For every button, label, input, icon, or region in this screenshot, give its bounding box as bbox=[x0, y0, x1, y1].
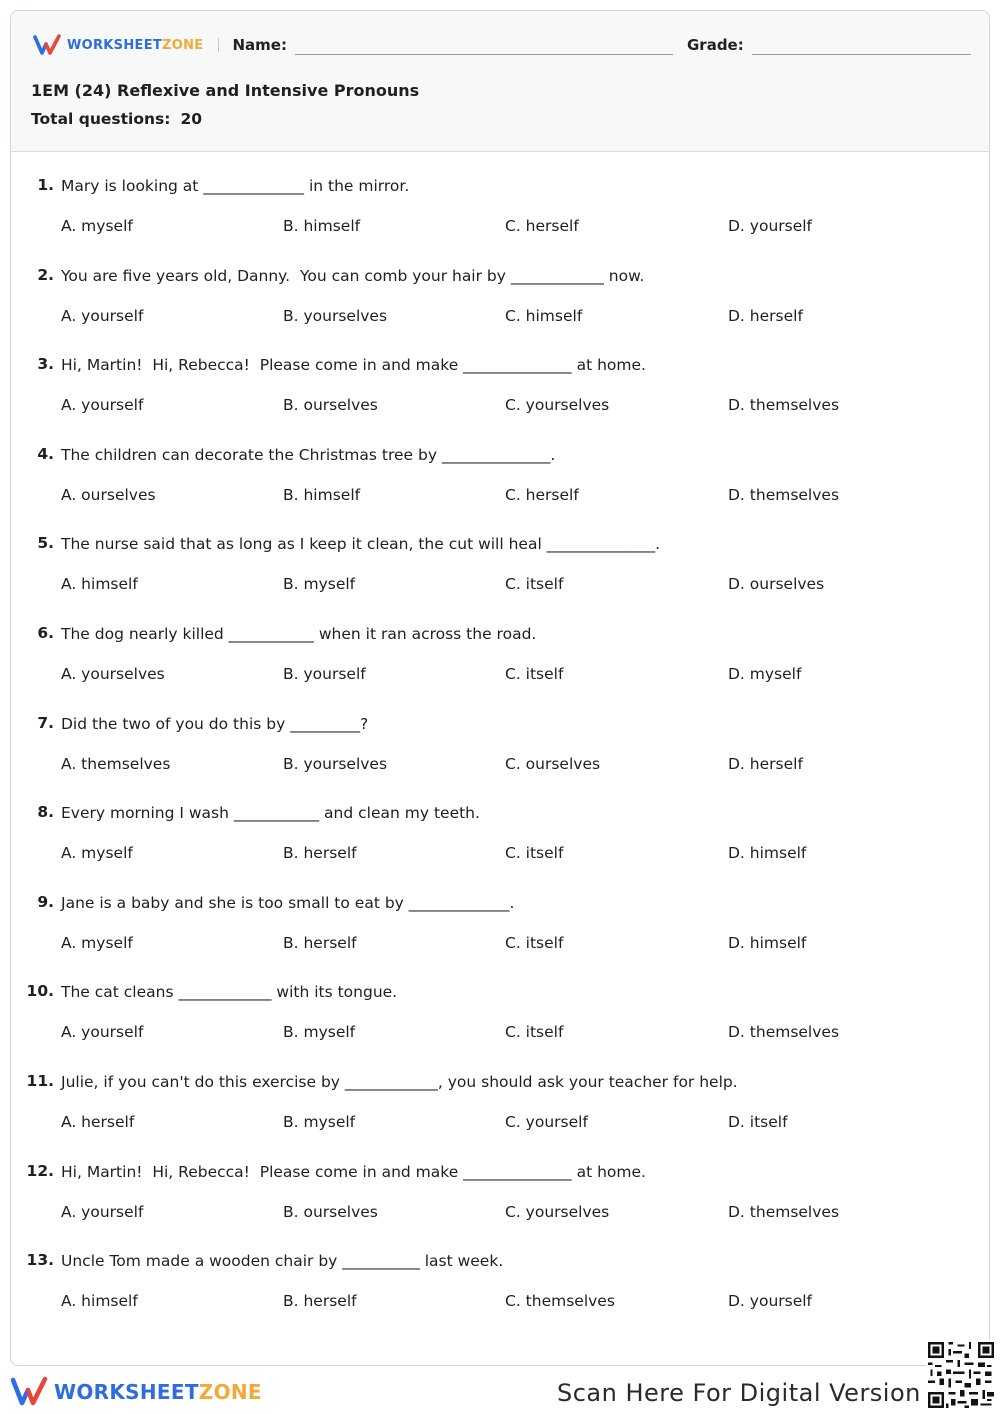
option-a[interactable]: A. yourself bbox=[61, 1202, 144, 1221]
question-number: 4. bbox=[37, 444, 54, 463]
name-field[interactable] bbox=[295, 41, 673, 55]
option-c[interactable]: C. itself bbox=[505, 575, 564, 594]
footer-logo bbox=[10, 1376, 262, 1408]
question-number: 9. bbox=[37, 892, 54, 911]
question-item bbox=[11, 980, 990, 1070]
question-number: 1. bbox=[37, 176, 54, 194]
header-divider bbox=[218, 38, 219, 52]
question-text: Mary is looking at _____________ in the mirror. bbox=[61, 177, 410, 195]
question-number: 12. bbox=[26, 1161, 54, 1180]
option-c[interactable]: C. yourselves bbox=[505, 1202, 610, 1221]
question-number: 3. bbox=[37, 355, 54, 374]
option-c[interactable]: C. yourselves bbox=[505, 396, 610, 415]
question-item bbox=[11, 801, 990, 891]
question-number: 7. bbox=[37, 713, 54, 732]
option-c[interactable]: C. herself bbox=[505, 485, 579, 504]
question-item bbox=[11, 1160, 990, 1250]
question-text: Every morning I wash ___________ and clean my teeth. bbox=[61, 804, 480, 823]
option-b[interactable]: B. yourself bbox=[283, 664, 366, 683]
footer-logo-text bbox=[54, 1380, 262, 1404]
option-a[interactable]: A. himself bbox=[61, 575, 138, 594]
question-item bbox=[11, 264, 990, 354]
option-d[interactable]: D. itself bbox=[728, 1112, 788, 1131]
logo-text bbox=[67, 38, 204, 53]
option-c[interactable]: C. himself bbox=[505, 306, 583, 325]
question-text: Uncle Tom made a wooden chair by __________ last week. bbox=[61, 1252, 504, 1271]
option-d[interactable]: D. yourself bbox=[728, 217, 813, 235]
logo-text-worksheet: WORKSHEET bbox=[67, 37, 163, 53]
option-c[interactable]: C. itself bbox=[505, 1023, 564, 1042]
option-b[interactable]: B. himself bbox=[283, 485, 361, 504]
question-text: Hi, Martin! Hi, Rebecca! Please come in and make ______________ at home. bbox=[61, 1162, 646, 1181]
option-d[interactable]: D. yourself bbox=[728, 1292, 813, 1311]
question-item bbox=[11, 712, 990, 802]
option-c[interactable]: C. itself bbox=[505, 844, 564, 863]
option-a[interactable]: A. themselves bbox=[61, 754, 171, 773]
grade-label: Grade: bbox=[686, 36, 744, 54]
question-number: 5. bbox=[37, 534, 54, 553]
worksheet-title: 1EM (24) Reflexive and Intensive Pronouns bbox=[31, 81, 420, 100]
question-number: 13. bbox=[26, 1251, 54, 1270]
grade-field[interactable] bbox=[752, 41, 971, 55]
option-a[interactable]: A. myself bbox=[61, 933, 133, 952]
option-a[interactable]: A. herself bbox=[61, 1112, 135, 1131]
question-number: 8. bbox=[37, 803, 54, 822]
option-a[interactable]: A. himself bbox=[61, 1292, 138, 1311]
question-number: 10. bbox=[26, 982, 54, 1001]
qr-code-icon[interactable] bbox=[926, 1340, 996, 1410]
option-d[interactable]: D. themselves bbox=[728, 485, 840, 504]
option-b[interactable]: B. ourselves bbox=[283, 1202, 378, 1221]
question-text: The cat cleans ____________ with its tongue. bbox=[61, 983, 398, 1002]
question-item bbox=[11, 891, 990, 981]
logo-mark-icon bbox=[33, 34, 63, 56]
question-item bbox=[11, 1249, 990, 1339]
option-c[interactable]: C. ourselves bbox=[505, 754, 601, 773]
total-questions bbox=[31, 110, 202, 128]
question-list bbox=[11, 174, 990, 1339]
logo-text-zone: ZONE bbox=[162, 37, 204, 53]
question-text: The children can decorate the Christmas tree by ______________. bbox=[61, 445, 556, 464]
option-b[interactable]: B. yourselves bbox=[283, 306, 388, 325]
option-d[interactable]: D. herself bbox=[728, 754, 803, 773]
option-d[interactable]: D. themselves bbox=[728, 1202, 840, 1221]
option-b[interactable]: B. herself bbox=[283, 933, 357, 952]
footer-logo-text-zone: ZONE bbox=[198, 1380, 262, 1404]
option-d[interactable]: D. myself bbox=[728, 664, 802, 683]
option-c[interactable]: C. herself bbox=[505, 217, 579, 235]
option-d[interactable]: D. herself bbox=[728, 306, 803, 325]
question-text: The dog nearly killed ___________ when it ran across the road. bbox=[61, 624, 537, 643]
question-text: Did the two of you do this by _________? bbox=[61, 714, 369, 733]
option-d[interactable]: D. himself bbox=[728, 933, 807, 952]
question-item bbox=[11, 174, 990, 264]
option-c[interactable]: C. themselves bbox=[505, 1292, 615, 1311]
option-d[interactable]: D. ourselves bbox=[728, 575, 825, 594]
question-item bbox=[11, 622, 990, 712]
option-a[interactable]: A. yourself bbox=[61, 396, 144, 415]
option-a[interactable]: A. yourself bbox=[61, 1023, 144, 1042]
question-number: 11. bbox=[26, 1071, 54, 1090]
question-item bbox=[11, 532, 990, 622]
option-d[interactable]: D. themselves bbox=[728, 1023, 840, 1042]
question-text: Julie, if you can't do this exercise by ____________, you should ask your teacher for help. bbox=[61, 1072, 738, 1091]
option-a[interactable]: A. ourselves bbox=[61, 485, 156, 504]
name-label: Name: bbox=[232, 36, 287, 54]
question-item bbox=[11, 353, 990, 443]
footer-logo-text-worksheet: WORKSHEET bbox=[54, 1380, 199, 1404]
option-a[interactable]: A. myself bbox=[61, 844, 133, 863]
total-questions-label: Total questions: bbox=[31, 110, 171, 128]
question-number: 6. bbox=[37, 623, 54, 642]
option-c[interactable]: C. yourself bbox=[505, 1112, 588, 1131]
total-questions-value: 20 bbox=[180, 110, 203, 128]
page-footer bbox=[0, 1366, 1000, 1414]
option-b[interactable]: B. himself bbox=[283, 217, 361, 235]
question-text: You are five years old, Danny. You can comb your hair by ____________ now. bbox=[61, 266, 645, 285]
worksheet-header bbox=[11, 11, 989, 152]
question-text: The nurse said that as long as I keep it clean, the cut will heal ______________. bbox=[61, 535, 661, 554]
option-c[interactable]: C. itself bbox=[505, 933, 564, 952]
question-text: Hi, Martin! Hi, Rebecca! Please come in and make ______________ at home. bbox=[61, 356, 646, 375]
option-d[interactable]: D. himself bbox=[728, 844, 807, 863]
option-b[interactable]: B. yourselves bbox=[283, 754, 388, 773]
option-b[interactable]: B. myself bbox=[283, 1023, 356, 1042]
scan-instruction: Scan Here For Digital Version bbox=[557, 1379, 921, 1407]
header-row bbox=[33, 33, 971, 57]
question-item bbox=[11, 443, 990, 533]
option-a[interactable]: A. yourself bbox=[61, 306, 144, 325]
option-b[interactable]: B. herself bbox=[283, 1292, 357, 1311]
option-b[interactable]: B. herself bbox=[283, 844, 357, 863]
option-c[interactable]: C. itself bbox=[505, 664, 564, 683]
option-d[interactable]: D. themselves bbox=[728, 396, 840, 415]
option-a[interactable]: A. yourselves bbox=[61, 664, 165, 683]
option-b[interactable]: B. myself bbox=[283, 575, 356, 594]
option-b[interactable]: B. myself bbox=[283, 1112, 356, 1131]
option-a[interactable]: A. myself bbox=[61, 217, 133, 235]
question-item bbox=[11, 1070, 990, 1160]
question-number: 2. bbox=[37, 265, 54, 284]
option-b[interactable]: B. ourselves bbox=[283, 396, 378, 415]
question-text: Jane is a baby and she is too small to eat by _____________. bbox=[61, 893, 515, 912]
footer-logo-mark-icon bbox=[10, 1376, 50, 1408]
brand-logo bbox=[33, 34, 204, 56]
worksheet-page bbox=[10, 10, 990, 1366]
